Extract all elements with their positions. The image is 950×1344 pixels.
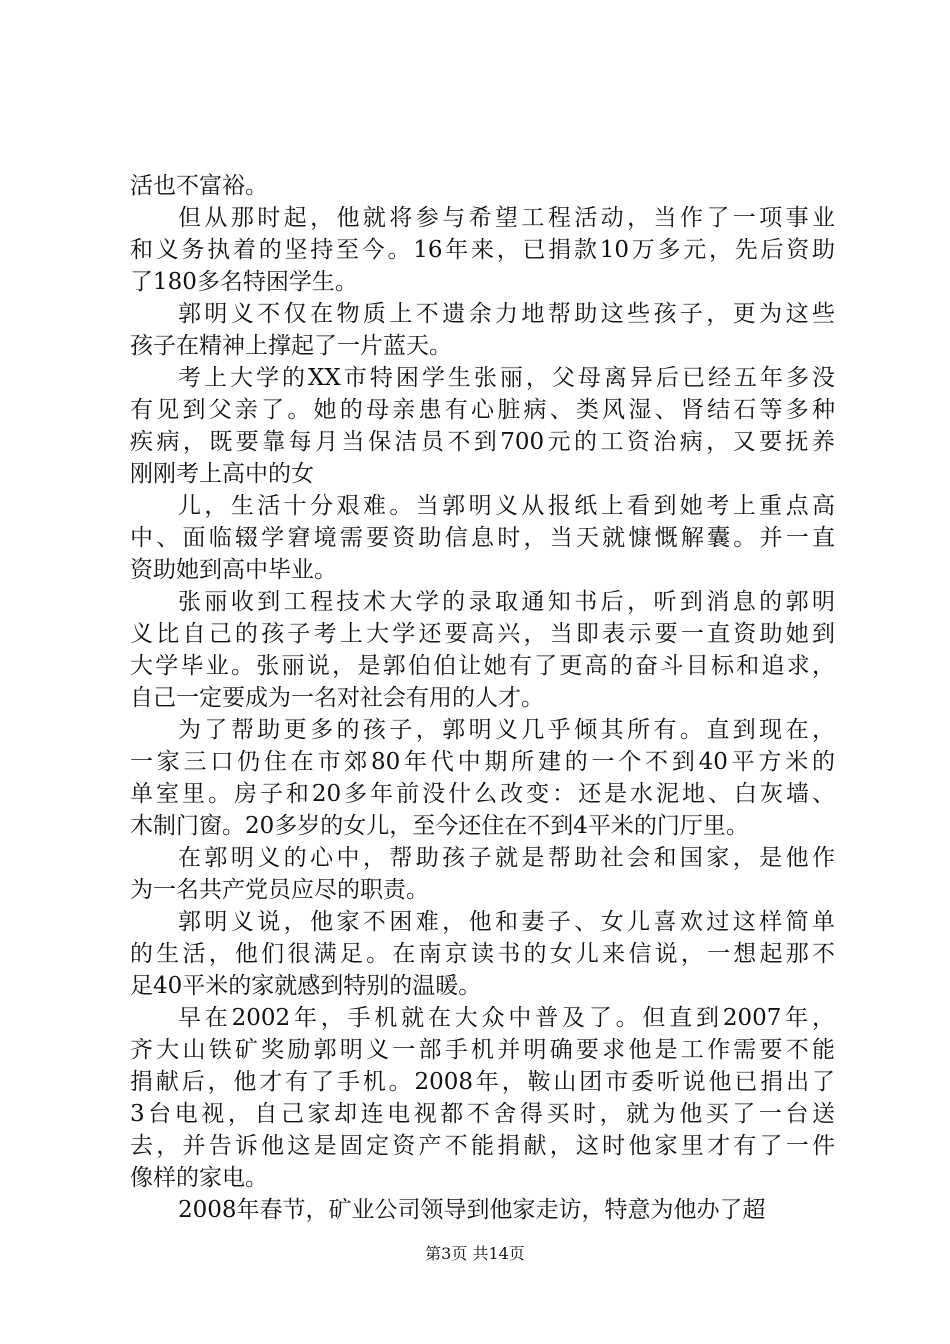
text-line: 2008年春节，矿业公司领导到他家走访，特意为他办了超 (178, 1197, 766, 1223)
text-line: 考上大学的XX市特困学生张丽，父母离异后已经五年多没 (178, 365, 835, 391)
text-line: 齐大山铁矿奖励郭明义一部手机并明确要求他是工作需要不能 (130, 1037, 835, 1063)
paragraph (130, 586, 835, 714)
text-line: 单室里。房子和20多年前没什么改变：还是水泥地、白灰墙、 (130, 781, 835, 807)
text-line: 自己一定要成为一名对社会有用的人才。 (130, 685, 544, 711)
text-line: 义比自己的孩子考上大学还要高兴，当即表示要一直资助她到 (130, 621, 835, 647)
paragraph (130, 714, 835, 842)
text-line: 中、面临辍学窘境需要资助信息时，当天就慷慨解囊。并一直 (130, 525, 835, 551)
text-line: 的生活，他们很满足。在南京读书的女儿来信说，一想起那不 (130, 941, 835, 967)
text-line: 早在2002年，手机就在大众中普及了。但直到2007年， (178, 1005, 835, 1031)
paragraph (130, 490, 835, 586)
paragraph (130, 362, 835, 490)
text-line: 木制门窗。20多岁的女儿，至今还住在不到4平米的门厅里。 (130, 813, 749, 839)
text-line: 孩子在精神上撑起了一片蓝天。 (130, 333, 452, 359)
paragraph (130, 298, 835, 362)
text-line: 大学毕业。张丽说，是郭伯伯让她有了更高的奋斗目标和追求， (130, 653, 835, 679)
text-line: 为了帮助更多的孩子，郭明义几乎倾其所有。直到现在， (178, 717, 835, 743)
text-line: 像样的家电。 (130, 1165, 268, 1191)
paragraph (130, 842, 835, 906)
text-line: 活也不富裕。 (130, 173, 268, 199)
page-footer (0, 1244, 950, 1264)
text-line: 去，并告诉他这是固定资产不能捐献，这时他家里才有了一件 (130, 1133, 835, 1159)
text-line: 郭明义说，他家不困难，他和妻子、女儿喜欢过这样简单 (178, 909, 835, 935)
text-line: 一家三口仍住在市郊80年代中期所建的一个不到40平方米的 (130, 749, 835, 775)
text-line: 足40平米的家就感到特别的温暖。 (130, 973, 482, 999)
text-line: 为一名共产党员应尽的职责。 (130, 877, 429, 903)
text-line: 有见到父亲了。她的母亲患有心脏病、类风湿、肾结石等多种 (130, 397, 835, 423)
text-line: 刚刚考上高中的女 (130, 461, 314, 487)
paragraph (130, 1194, 835, 1226)
document-body (130, 170, 835, 1226)
paragraph (130, 202, 835, 298)
text-line: 在郭明义的心中，帮助孩子就是帮助社会和国家，是他作 (178, 845, 835, 871)
text-line: 资助她到高中毕业。 (130, 557, 337, 583)
paragraph (130, 1002, 835, 1194)
paragraph (130, 170, 835, 202)
text-line: 但从那时起，他就将参与希望工程活动，当作了一项事业 (178, 205, 835, 231)
text-line: 疾病，既要靠每月当保洁员不到700元的工资治病，又要抚养 (130, 429, 835, 455)
page-number: 第3页 共14页 (425, 1244, 525, 1263)
text-line: 和义务执着的坚持至今。16年来，已捐款10万多元，先后资助 (130, 237, 835, 263)
text-line: 3台电视，自己家却连电视都不舍得买时，就为他买了一台送 (130, 1101, 835, 1127)
text-line: 郭明义不仅在物质上不遗余力地帮助这些孩子，更为这些 (178, 301, 835, 327)
text-line: 张丽收到工程技术大学的录取通知书后，听到消息的郭明 (178, 589, 835, 615)
text-line: 儿，生活十分艰难。当郭明义从报纸上看到她考上重点高 (178, 493, 835, 519)
paragraph (130, 906, 835, 1002)
text-line: 捐献后，他才有了手机。2008年，鞍山团市委听说他已捐出了 (130, 1069, 835, 1095)
text-line: 了180多名特困学生。 (130, 269, 358, 295)
